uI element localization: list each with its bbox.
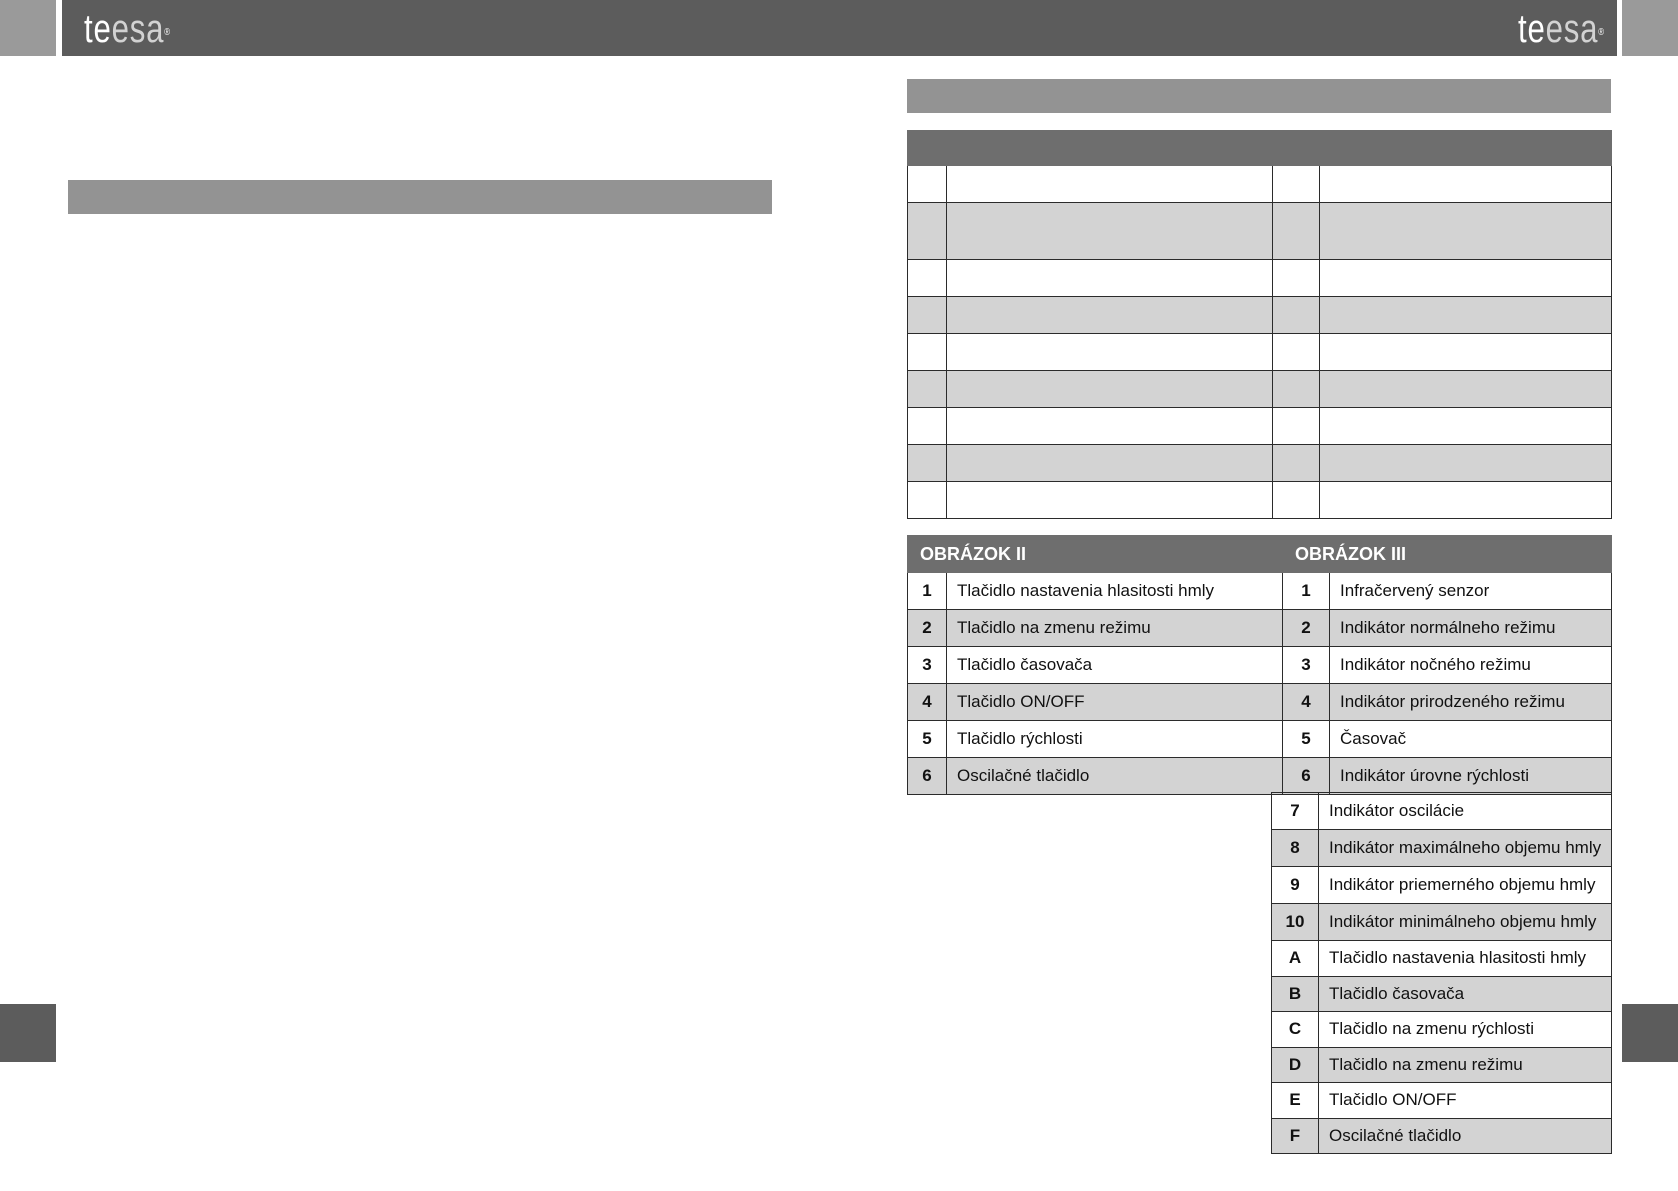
table-header-row [908, 536, 1612, 573]
table-row [1272, 976, 1612, 1012]
right-row-num: 2 [1283, 610, 1330, 647]
right-row-num: E [1272, 1083, 1319, 1119]
figure-iii-continuation-table [1271, 792, 1612, 1154]
table-row [1272, 941, 1612, 977]
figure-ii-header: OBRÁZOK II [908, 536, 1283, 573]
right-row-num: D [1272, 1047, 1319, 1083]
figure-iii-header: OBRÁZOK III [1283, 536, 1612, 573]
left-row-num: 3 [908, 647, 947, 684]
left-row-label: Oscilačné tlačidlo [947, 758, 1283, 795]
right-row-label: Indikátor normálneho režimu [1330, 610, 1612, 647]
left-row-num: 2 [908, 610, 947, 647]
right-row-label: Indikátor priemerného objemu hmly [1319, 867, 1612, 904]
table-row [908, 482, 1612, 519]
left-row-num: 4 [908, 684, 947, 721]
figure-table-empty [907, 130, 1612, 519]
table-row [1272, 904, 1612, 941]
table-row [908, 647, 1612, 684]
header-bar [62, 0, 1617, 56]
right-row-label: Indikátor úrovne rýchlosti [1330, 758, 1612, 795]
section-bar-right [907, 79, 1611, 113]
right-row-label: Tlačidlo nastavenia hlasitosti hmly [1319, 941, 1612, 977]
right-row-num: 10 [1272, 904, 1319, 941]
table-row [1272, 1118, 1612, 1154]
right-row-label: Indikátor nočného režimu [1330, 647, 1612, 684]
table-row [908, 371, 1612, 408]
right-row-label: Tlačidlo ON/OFF [1319, 1083, 1612, 1119]
table-row [1272, 1047, 1612, 1083]
table-row [908, 166, 1612, 203]
table-row [908, 260, 1612, 297]
right-row-label: Oscilačné tlačidlo [1319, 1118, 1612, 1154]
table-row [908, 334, 1612, 371]
left-row-label: Tlačidlo časovača [947, 647, 1283, 684]
page-tab-left [0, 0, 56, 56]
table-row [908, 573, 1612, 610]
table-row [1272, 830, 1612, 867]
table-row [908, 203, 1612, 260]
table-row [908, 408, 1612, 445]
right-row-label: Indikátor maximálneho objemu hmly [1319, 830, 1612, 867]
table-row [908, 610, 1612, 647]
teesa-logo-left: teesa® [84, 7, 171, 51]
table-row [908, 297, 1612, 334]
left-row-label: Tlačidlo ON/OFF [947, 684, 1283, 721]
right-row-label: Indikátor prirodzeného režimu [1330, 684, 1612, 721]
right-row-label: Tlačidlo na zmenu režimu [1319, 1047, 1612, 1083]
figure-parts-table [907, 535, 1612, 795]
right-row-label: Tlačidlo na zmenu rýchlosti [1319, 1012, 1612, 1048]
left-row-num: 1 [908, 573, 947, 610]
right-row-num: A [1272, 941, 1319, 977]
left-row-label: Tlačidlo rýchlosti [947, 721, 1283, 758]
table-row [1272, 1012, 1612, 1048]
table-row [1272, 867, 1612, 904]
right-row-label: Časovač [1330, 721, 1612, 758]
right-row-num: 7 [1272, 793, 1319, 830]
right-row-label: Infračervený senzor [1330, 573, 1612, 610]
left-row-label: Tlačidlo na zmenu režimu [947, 610, 1283, 647]
right-row-label: Indikátor oscilácie [1319, 793, 1612, 830]
section-bar-left [68, 180, 772, 214]
table-row [908, 445, 1612, 482]
right-row-num: F [1272, 1118, 1319, 1154]
table-row [1272, 1083, 1612, 1119]
side-tab-left [0, 1004, 56, 1062]
page-tab-right [1622, 0, 1678, 56]
table-header-row [908, 131, 1612, 166]
left-row-num: 5 [908, 721, 947, 758]
right-row-num: 4 [1283, 684, 1330, 721]
table-row [908, 721, 1612, 758]
left-row-label: Tlačidlo nastavenia hlasitosti hmly [947, 573, 1283, 610]
right-row-num: B [1272, 976, 1319, 1012]
right-row-label: Indikátor minimálneho objemu hmly [1319, 904, 1612, 941]
right-row-num: C [1272, 1012, 1319, 1048]
side-tab-right [1622, 1004, 1678, 1062]
right-row-label: Tlačidlo časovača [1319, 976, 1612, 1012]
right-row-num: 8 [1272, 830, 1319, 867]
right-row-num: 5 [1283, 721, 1330, 758]
right-row-num: 3 [1283, 647, 1330, 684]
right-row-num: 1 [1283, 573, 1330, 610]
right-row-num: 6 [1283, 758, 1330, 795]
left-row-num: 6 [908, 758, 947, 795]
teesa-logo-right: teesa® [1518, 7, 1605, 51]
table-row [908, 758, 1612, 795]
table-row [908, 684, 1612, 721]
right-row-num: 9 [1272, 867, 1319, 904]
table-row [1272, 793, 1612, 830]
